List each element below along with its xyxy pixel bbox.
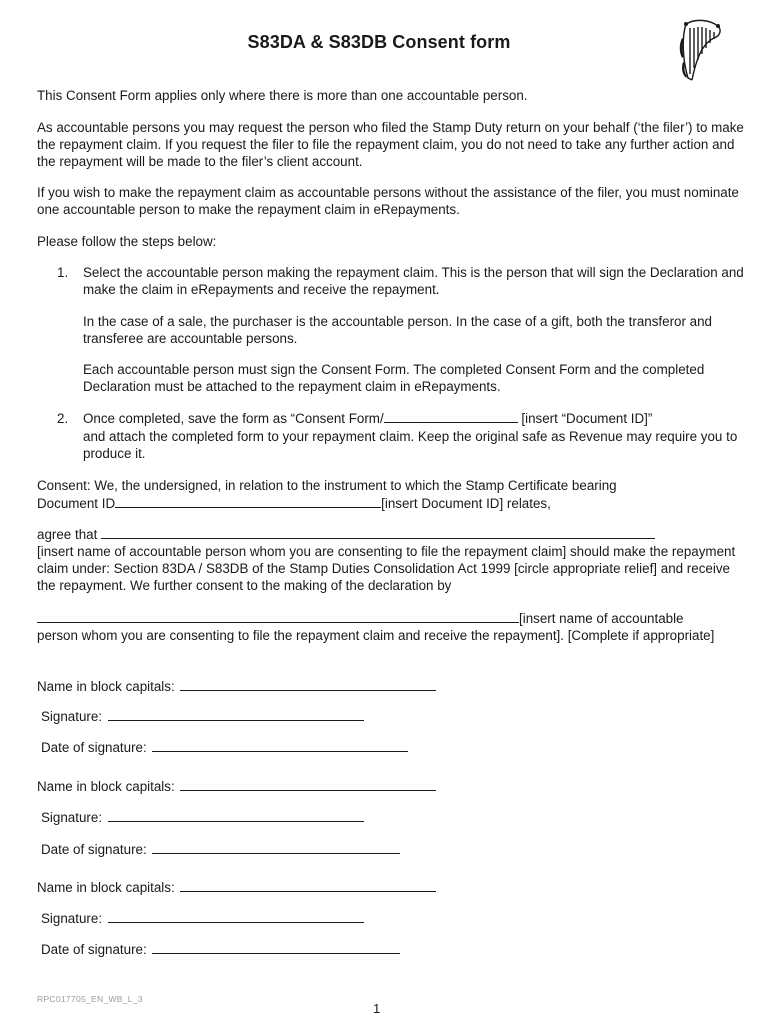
step-2-attach-text: and attach the completed form to your repayment claim. Keep the original safe as Revenue may require you to produce it. (83, 429, 738, 461)
name-block-capitals-input-1[interactable] (180, 677, 436, 691)
declaration-name-field (37, 610, 684, 627)
declaration-insert-suffix: [insert name of accountable (519, 611, 684, 626)
name-block-capitals-label-3: Name in block capitals: (37, 880, 175, 895)
date-of-signature-input-3[interactable] (152, 940, 400, 954)
harp-icon (676, 16, 726, 86)
step-2-text-a: Once completed, save the form as “Consent Form/ (83, 411, 384, 426)
name-block-capitals-field-2 (37, 777, 436, 795)
document-id-blank[interactable] (384, 410, 518, 423)
date-of-signature-label-1: Date of signature: (41, 740, 147, 755)
filer-paragraph: As accountable persons you may request the person who filed the Stamp Duty return on your behalf (‘the filer’) to make the repayment claim. If you request the filer to file the repayment claim, you do not need to take any further action and the repayment will be made to the filer’s client account. (37, 120, 744, 169)
signature-field-3 (41, 909, 364, 927)
date-of-signature-label-2: Date of signature: (41, 842, 147, 857)
signature-label-2: Signature: (41, 810, 103, 825)
steps-intro: Please follow the steps below: (37, 234, 217, 249)
step-2-text-b: [insert “Document ID]” (517, 411, 653, 426)
name-block-capitals-input-2[interactable] (180, 777, 436, 791)
signature-label-1: Signature: (41, 709, 103, 724)
step-2-save-line (83, 410, 747, 427)
document-id-label: Document ID (37, 496, 116, 511)
name-block-capitals-field-3 (37, 878, 436, 896)
signature-input-2[interactable] (108, 808, 364, 822)
document-page (37, 0, 747, 1024)
signature-field-1 (41, 707, 364, 725)
consent-body: [insert name of accountable person whom you are consenting to file the repayment claim] should make the repayment claim under: Section 83DA / S83DB of the Stamp Duties Consolidation Act 1999 [circle appropriate relief] and receive the repayment. We further consent to the making of the declaration by (37, 544, 736, 593)
intro-text: This Consent Form applies only where there is more than one accountable person. (37, 88, 528, 103)
document-id-suffix: [insert Document ID] relates, (381, 496, 551, 511)
date-of-signature-input-1[interactable] (152, 738, 408, 752)
signature-label-3: Signature: (41, 911, 103, 926)
signature-input-1[interactable] (108, 707, 364, 721)
consent-tail: person whom you are consenting to file the repayment claim and receive the repayment]. [Complete if appropriate] (37, 628, 715, 643)
signature-field-2 (41, 808, 364, 826)
step-2-number: 2. (57, 411, 69, 426)
document-id-field (37, 495, 551, 512)
footer-code: RPC017705_EN_WB_L_3 (37, 994, 143, 1004)
date-of-signature-field-3 (41, 940, 400, 958)
agree-that-input-line[interactable] (101, 526, 655, 539)
name-block-capitals-label-2: Name in block capitals: (37, 779, 175, 794)
name-block-capitals-field-1 (37, 677, 436, 695)
date-of-signature-field-1 (41, 738, 408, 756)
declaration-name-input-line[interactable] (37, 610, 519, 623)
name-block-capitals-label-1: Name in block capitals: (37, 679, 175, 694)
self-claim-paragraph: If you wish to make the repayment claim as accountable persons without the assistance of the filer, you must nominate one accountable person to make the repayment claim in eRepayments. (37, 185, 739, 217)
agree-that-field (37, 526, 655, 543)
agree-that-label: agree that (37, 527, 98, 542)
step-1-text: Select the accountable person making the repayment claim. This is the person that will sign the Declaration and make the claim in eRepayments and receive the repayment. (83, 265, 744, 297)
name-block-capitals-input-3[interactable] (180, 878, 436, 892)
step-1-sign-note: Each accountable person must sign the Consent Form. The completed Consent Form and the completed Declaration must be attached to the repayment claim in eRepayments. (83, 362, 705, 394)
document-id-input-line[interactable] (115, 495, 381, 508)
step-1-sale-note: In the case of a sale, the purchaser is the accountable person. In the case of a gift, both the transferor and transferee are accountable persons. (83, 314, 713, 346)
signature-input-3[interactable] (108, 909, 364, 923)
page-title: S83DA & S83DB Consent form (247, 32, 511, 52)
page-number: 1 (373, 1001, 381, 1016)
step-1-number: 1. (57, 265, 69, 280)
date-of-signature-field-2 (41, 840, 400, 858)
consent-line: Consent: We, the undersigned, in relation to the instrument to which the Stamp Certificate bearing (37, 478, 617, 493)
date-of-signature-label-3: Date of signature: (41, 942, 147, 957)
date-of-signature-input-2[interactable] (152, 840, 400, 854)
